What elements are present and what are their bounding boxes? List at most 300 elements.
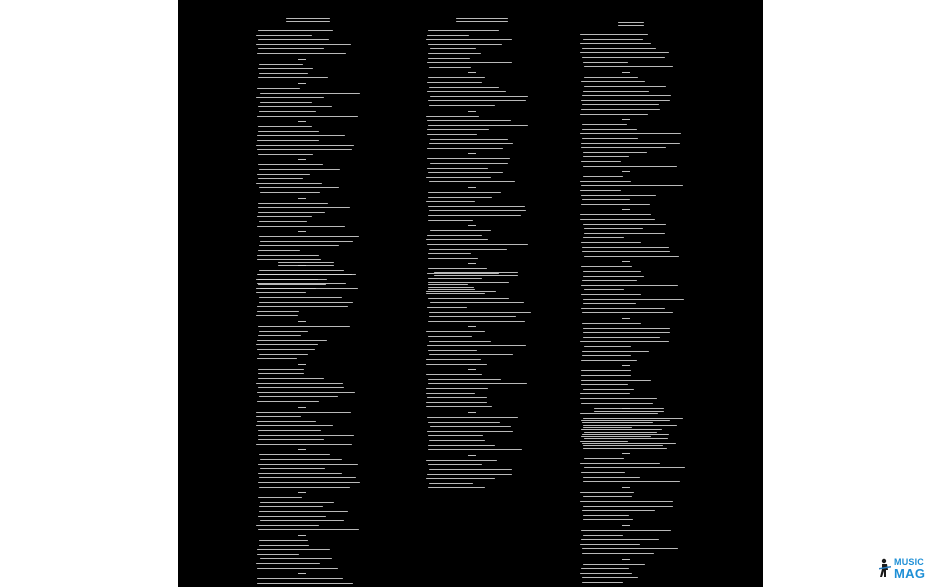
- lyric-line: [258, 207, 350, 208]
- lyric-line: [428, 464, 482, 465]
- lyric-line: [583, 156, 629, 157]
- lyric-line: [259, 302, 353, 303]
- lyric-line: [260, 241, 353, 242]
- lyric-line: [583, 328, 670, 329]
- lyric-line: [258, 126, 312, 127]
- lyric-line: [259, 64, 304, 65]
- verse-separator: [298, 449, 306, 450]
- lyric-line: [582, 422, 653, 423]
- lyric-line: [257, 174, 311, 175]
- lyric-line: [582, 95, 671, 96]
- lyric-line: [580, 492, 633, 493]
- lyric-line: [256, 35, 311, 36]
- lyric-line: [257, 401, 319, 402]
- verse-separator: [622, 72, 630, 73]
- verse-separator: [298, 535, 306, 536]
- lyric-line: [584, 458, 624, 459]
- lyric-line: [256, 97, 324, 98]
- lyric-line: [257, 259, 321, 260]
- title-underline: [278, 265, 334, 266]
- lyric-line: [257, 554, 298, 555]
- verse-separator: [622, 119, 630, 120]
- lyric-line: [428, 379, 501, 380]
- verse-separator: [298, 59, 306, 60]
- lyric-line: [580, 501, 672, 502]
- lyric-line: [580, 133, 681, 134]
- lyric-line: [584, 86, 667, 87]
- lyric-line: [257, 116, 358, 117]
- verse-separator: [298, 121, 306, 122]
- lyric-line: [582, 280, 637, 281]
- lyric-line: [257, 216, 312, 217]
- lyric-line: [259, 545, 309, 546]
- verse-separator: [468, 153, 476, 154]
- lyric-line: [428, 172, 503, 173]
- lyric-line: [428, 77, 485, 78]
- lyric-line: [428, 253, 471, 254]
- lyric-line: [426, 460, 497, 461]
- lyric-line: [581, 429, 662, 430]
- lyric-line: [583, 418, 682, 419]
- lyric-line: [580, 181, 631, 182]
- watermark-text-mag: MAG: [894, 566, 926, 581]
- lyric-line: [583, 91, 649, 92]
- lyric-line: [583, 425, 677, 426]
- lyric-line: [584, 256, 679, 257]
- verse-separator: [622, 318, 630, 319]
- lyric-line: [426, 177, 490, 178]
- lyric-line: [259, 297, 342, 298]
- lyric-line: [429, 87, 500, 88]
- lyric-line: [583, 496, 631, 497]
- lyric-line: [429, 483, 473, 484]
- lyric-line: [583, 62, 628, 63]
- lyric-line: [256, 444, 352, 445]
- lyric-line: [259, 169, 339, 170]
- lyric-line: [427, 235, 482, 236]
- lyric-line: [427, 244, 528, 245]
- lyric-line: [582, 251, 670, 252]
- lyric-line: [580, 463, 659, 464]
- lyric-line: [258, 250, 299, 251]
- lyric-line: [258, 482, 359, 483]
- lyric-line: [581, 294, 641, 295]
- lyric-line: [428, 30, 500, 31]
- lyric-line: [428, 298, 510, 299]
- lyric-line: [581, 436, 651, 437]
- lyric-line: [258, 439, 324, 440]
- lyric-line: [583, 481, 680, 482]
- lyric-line: [259, 73, 309, 74]
- lyric-line: [581, 384, 627, 385]
- lyric-line: [582, 57, 665, 58]
- lyric-line: [426, 402, 486, 403]
- lyric-line: [258, 39, 329, 40]
- lyric-line: [427, 120, 512, 121]
- lyric-line: [582, 199, 629, 200]
- lyric-line: [428, 435, 484, 436]
- verse-separator: [622, 559, 630, 560]
- lyric-line: [581, 370, 631, 371]
- lyric-line: [584, 346, 631, 347]
- lyric-line: [257, 349, 315, 350]
- lyric-line: [427, 417, 518, 418]
- lyric-line: [580, 219, 655, 220]
- lyric-line: [428, 336, 472, 337]
- song-title-scribble: [456, 18, 508, 19]
- lyric-line: [428, 487, 486, 488]
- lyric-line: [429, 143, 513, 144]
- lyric-line: [260, 502, 334, 503]
- lyric-line: [427, 91, 506, 92]
- lyric-line: [428, 445, 495, 446]
- lyric-line: [429, 210, 526, 211]
- lyric-line: [583, 166, 677, 167]
- lyric-line: [582, 48, 656, 49]
- verse-separator: [468, 412, 476, 413]
- verse-separator: [298, 407, 306, 408]
- verse-separator: [298, 364, 306, 365]
- lyric-line: [427, 168, 488, 169]
- lyric-line: [582, 138, 637, 139]
- lyric-line: [583, 564, 645, 565]
- verse-separator: [468, 225, 476, 226]
- lyric-line: [582, 577, 639, 578]
- lyric-line: [256, 383, 343, 384]
- lyric-line: [582, 323, 640, 324]
- lyric-line: [581, 266, 632, 267]
- lyric-line: [584, 77, 638, 78]
- lyric-line: [258, 387, 344, 388]
- lyric-line: [428, 284, 468, 285]
- lyric-line: [581, 420, 670, 421]
- lyric-line: [428, 350, 477, 351]
- lyric-line: [580, 544, 639, 545]
- lyric-line: [260, 558, 332, 559]
- song-title-scribble: [618, 22, 644, 23]
- lyric-line: [427, 148, 503, 149]
- lyric-line: [256, 44, 350, 45]
- lyric-line: [428, 449, 522, 450]
- lyric-line: [428, 53, 482, 54]
- lyric-line: [430, 230, 491, 231]
- lyric-line: [583, 271, 641, 272]
- lyric-line: [583, 237, 624, 238]
- lyric-line: [428, 192, 501, 193]
- verse-separator: [468, 263, 476, 264]
- lyric-line: [582, 247, 669, 248]
- lyric-line: [581, 161, 622, 162]
- lyric-line: [257, 255, 319, 256]
- lyric-line: [430, 139, 508, 140]
- lyric-line: [429, 249, 507, 250]
- lyric-line: [428, 215, 522, 216]
- verse-separator: [298, 159, 306, 160]
- lyric-line: [259, 506, 323, 507]
- verse-separator: [622, 209, 630, 210]
- lyric-line: [584, 432, 657, 433]
- lyric-line: [583, 519, 633, 520]
- lyric-line: [580, 43, 651, 44]
- watermark-text-music: MUSIC: [894, 557, 924, 567]
- lyric-line: [582, 312, 673, 313]
- lyric-line: [427, 35, 469, 36]
- lyric-line: [582, 351, 649, 352]
- lyric-line: [258, 529, 359, 530]
- lyric-line: [426, 478, 494, 479]
- lyric-line: [582, 434, 669, 435]
- lyric-line: [582, 510, 655, 511]
- lyric-line: [426, 364, 486, 365]
- lyric-line: [257, 311, 299, 312]
- lyric-line: [260, 459, 342, 460]
- title-underline: [434, 275, 518, 276]
- lyric-line: [428, 206, 525, 207]
- lyric-line: [583, 535, 623, 536]
- verse-separator: [622, 365, 630, 366]
- lyric-line: [257, 358, 297, 359]
- lyric-line: [427, 307, 467, 308]
- lyric-line: [429, 354, 513, 355]
- lyric-line: [427, 129, 489, 130]
- lyric-line: [258, 464, 358, 465]
- lyric-line: [583, 176, 623, 177]
- lyric-line: [580, 34, 648, 35]
- lyric-line: [427, 474, 512, 475]
- lyric-line: [258, 212, 325, 213]
- lyric-line: [581, 360, 637, 361]
- lyric-line: [428, 278, 481, 279]
- lyric-line: [584, 228, 643, 229]
- lyric-line: [428, 197, 492, 198]
- lyric-line: [257, 306, 348, 307]
- lyric-line: [259, 511, 348, 512]
- verse-separator: [468, 72, 476, 73]
- lyric-line: [258, 516, 326, 517]
- lyric-line: [258, 326, 350, 327]
- lyric-line: [583, 152, 648, 153]
- lyric-line: [427, 273, 499, 274]
- lyric-line: [429, 316, 516, 317]
- lyric-line: [257, 578, 343, 579]
- lyric-line: [256, 145, 353, 146]
- lyric-line: [583, 39, 643, 40]
- lyric-line: [426, 116, 479, 117]
- lyric-line: [257, 421, 316, 422]
- lyric-line: [582, 553, 654, 554]
- lyric-line: [581, 147, 666, 148]
- lyric-line: [582, 104, 659, 105]
- song-title-scribble: [278, 262, 334, 263]
- lyric-line: [258, 497, 303, 498]
- lyric-line: [581, 143, 680, 144]
- lyric-line: [581, 242, 641, 243]
- lyric-line: [581, 185, 683, 186]
- lyric-line: [581, 380, 651, 381]
- lyric-line: [428, 44, 502, 45]
- lyric-line: [256, 292, 306, 293]
- lyric-line: [580, 398, 657, 399]
- lyric-line: [430, 163, 508, 164]
- lyric-line: [426, 393, 475, 394]
- lyric-line: [258, 435, 354, 436]
- lyric-line: [581, 375, 631, 376]
- lyric-line: [258, 68, 313, 69]
- lyric-line: [583, 477, 640, 478]
- lyric-line: [260, 520, 345, 521]
- lyric-line: [429, 181, 515, 182]
- lyric-line: [582, 124, 628, 125]
- lyric-line: [258, 77, 328, 78]
- lyric-line: [583, 448, 667, 449]
- lyric-sheet: [178, 0, 763, 587]
- lyric-line: [259, 245, 339, 246]
- lyric-line: [581, 195, 656, 196]
- lyric-line: [429, 105, 495, 106]
- lyric-line: [258, 106, 332, 107]
- lyric-line: [430, 302, 524, 303]
- lyric-line: [257, 88, 300, 89]
- lyric-line: [260, 93, 360, 94]
- lyric-line: [430, 48, 477, 49]
- lyric-line: [581, 308, 665, 309]
- lyric-line: [581, 81, 645, 82]
- verse-separator: [622, 525, 630, 526]
- lyric-line: [256, 344, 318, 345]
- lyric-line: [580, 573, 631, 574]
- lyric-line: [428, 422, 500, 423]
- lyric-line: [426, 331, 485, 332]
- lyric-line: [258, 274, 352, 275]
- lyric-line: [582, 355, 631, 356]
- lyric-line: [428, 268, 487, 269]
- lyric-line: [259, 540, 309, 541]
- lyric-line: [426, 388, 488, 389]
- lyric-line: [259, 111, 316, 112]
- lyric-line: [426, 39, 512, 40]
- lyric-line: [583, 224, 666, 225]
- lyric-line: [259, 187, 339, 188]
- lyric-line: [582, 443, 676, 444]
- lyric-line: [258, 430, 321, 431]
- lyric-line: [426, 359, 481, 360]
- lyric-line: [258, 30, 333, 31]
- lyric-line: [584, 289, 624, 290]
- lyric-line: [580, 341, 669, 342]
- lyric-line: [258, 131, 318, 132]
- verse-separator: [298, 231, 306, 232]
- lyric-line: [580, 413, 657, 414]
- lyric-line: [429, 341, 492, 342]
- lyric-line: [581, 568, 629, 569]
- lyric-line: [259, 331, 308, 332]
- verse-separator: [298, 492, 306, 493]
- lyric-line: [260, 102, 312, 103]
- lyric-line: [258, 473, 342, 474]
- lyric-line: [428, 321, 525, 322]
- verse-separator: [468, 187, 476, 188]
- lyric-line: [428, 58, 470, 59]
- title-underline: [618, 25, 644, 26]
- lyric-line: [256, 563, 320, 564]
- lyric-line: [428, 220, 473, 221]
- verse-separator: [468, 369, 476, 370]
- lyric-line: [426, 239, 488, 240]
- lyric-line: [427, 82, 481, 83]
- lyric-line: [426, 406, 492, 407]
- lyric-line: [583, 427, 632, 428]
- lyric-line: [256, 416, 300, 417]
- lyric-line: [257, 53, 345, 54]
- lyric-line: [580, 441, 628, 442]
- lyric-line: [260, 288, 316, 289]
- lyric-line: [581, 530, 672, 531]
- verse-separator: [298, 83, 306, 84]
- lyric-line: [427, 134, 477, 135]
- lyric-line: [580, 52, 669, 53]
- lyric-line: [256, 412, 351, 413]
- guitarist-silhouette-icon: [878, 558, 892, 578]
- lyric-line: [257, 549, 330, 550]
- lyric-line: [583, 303, 636, 304]
- lyric-line: [584, 233, 665, 234]
- lyric-line: [257, 340, 327, 341]
- lyric-line: [582, 582, 622, 583]
- lyric-line: [258, 178, 304, 179]
- lyric-line: [256, 425, 333, 426]
- lyric-line: [427, 158, 511, 159]
- lyric-line: [583, 445, 664, 446]
- lyric-line: [581, 285, 678, 286]
- lyric-line: [258, 203, 329, 204]
- verse-separator: [298, 573, 306, 574]
- lyric-line: [428, 287, 474, 288]
- verse-separator: [298, 321, 306, 322]
- lyric-line: [583, 337, 660, 338]
- lyric-line: [426, 201, 475, 202]
- verse-separator: [622, 487, 630, 488]
- lyric-line: [257, 583, 353, 584]
- lyric-line: [427, 397, 487, 398]
- lyric-line: [580, 393, 630, 394]
- lyric-line: [259, 487, 350, 488]
- verse-separator: [622, 453, 630, 454]
- lyric-line: [427, 345, 526, 346]
- lyric-line: [259, 221, 307, 222]
- lyric-line: [259, 354, 307, 355]
- verse-separator: [468, 455, 476, 456]
- lyric-line: [582, 548, 678, 549]
- lyric-line: [260, 468, 326, 469]
- lyric-line: [428, 125, 528, 126]
- lyric-line: [426, 293, 485, 294]
- lyric-line: [259, 270, 345, 271]
- lyric-line: [258, 373, 305, 374]
- lyric-line: [427, 431, 513, 432]
- lyric-line: [259, 454, 330, 455]
- title-underline: [286, 21, 330, 22]
- lyric-line: [584, 66, 674, 67]
- verse-separator: [468, 326, 476, 327]
- song-title-scribble: [286, 18, 330, 19]
- lyric-line: [258, 378, 324, 379]
- lyric-line: [583, 506, 673, 507]
- lyric-line: [256, 183, 322, 184]
- lyric-line: [428, 289, 474, 290]
- lyric-line: [581, 204, 650, 205]
- musicmag-watermark: [878, 556, 936, 582]
- lyric-line: [429, 312, 531, 313]
